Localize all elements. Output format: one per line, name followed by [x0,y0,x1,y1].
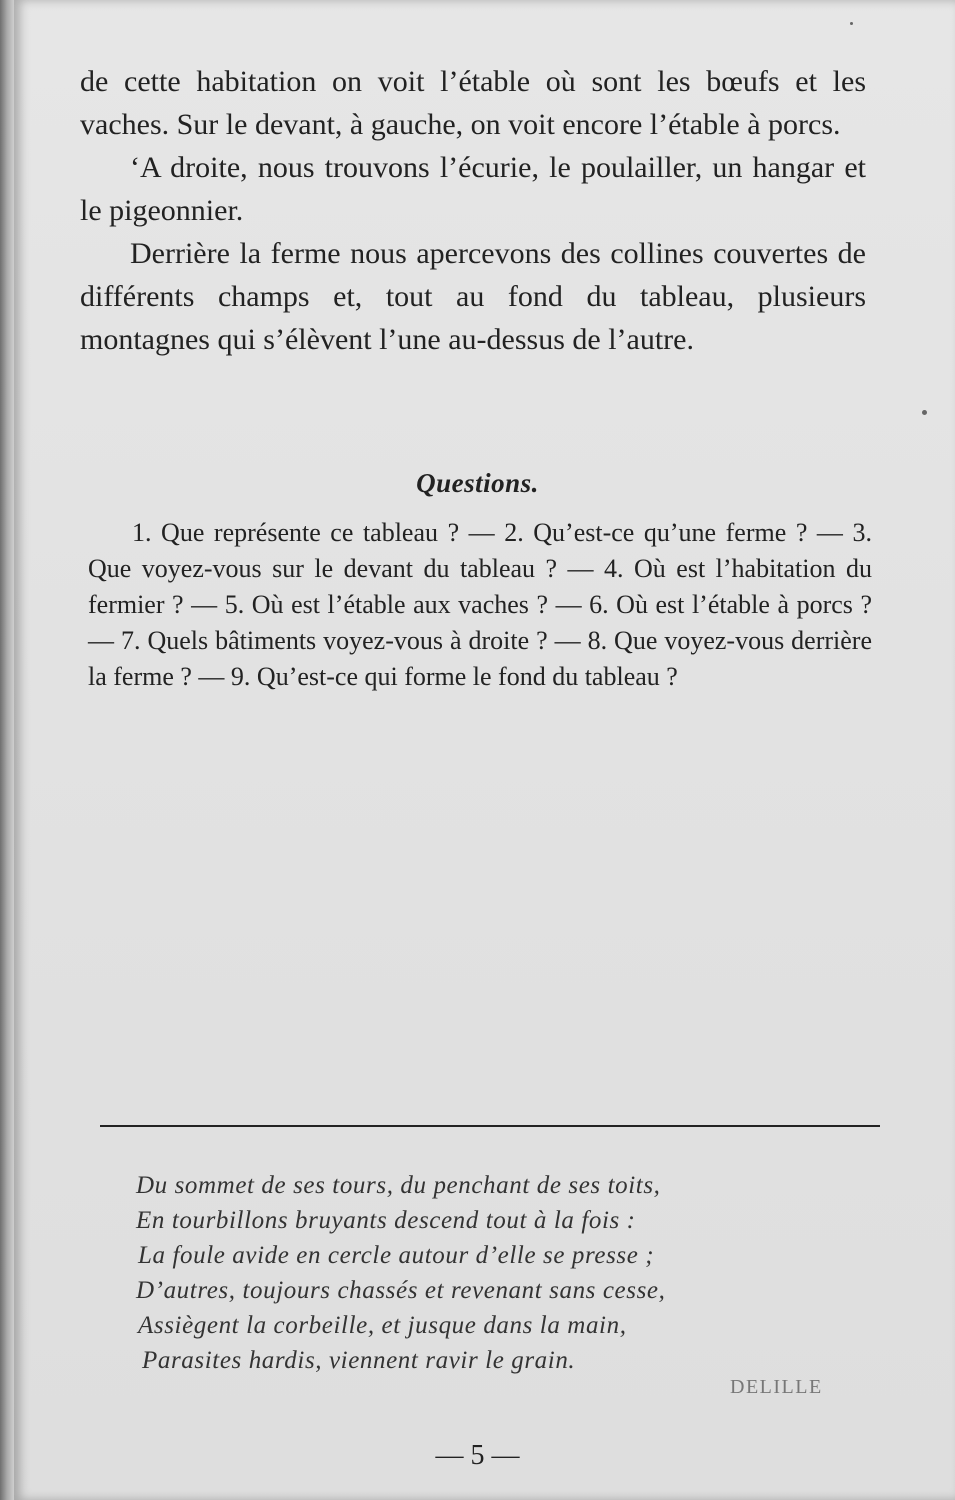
paragraph-2: ‘A droite, nous trouvons l’écurie, le poulailler, un hangar et le pigeonnier. [80,151,866,227]
poem-line: Parasites hardis, viennent ravir le grain. [142,1347,576,1374]
poem-line: Du sommet de ses tours, du penchant de ses toits, [136,1172,661,1199]
poem-line: La foule avide en cercle autour d’elle se presse ; [138,1242,655,1269]
page-number: — 5 — [435,1440,520,1471]
questions-heading: Questions. [416,468,539,498]
paper-speck [922,410,927,415]
paragraph-1: de cette habitation on voit l’étable où sont les bœufs et les vaches. Sur le devant, à gauche, on voit encore l’étable à porcs. [80,65,866,141]
poem-author: DELILLE [730,1376,823,1398]
section-divider [100,1125,880,1127]
paragraph-3: Derrière la ferme nous apercevons des collines couvertes de différents champs et, tout au fond du tableau, plusieurs montagnes qui s’élèvent l’une au-dessus de l’autre. [80,237,866,356]
poem-line: Assiègent la corbeille, et jusque dans la main, [138,1312,627,1339]
poem [136,1168,836,1378]
poem-line: D’autres, toujours chassés et revenant sans cesse, [136,1277,666,1304]
poem-line: En tourbillons bruyants descend tout à la fois : [136,1207,636,1234]
book-spine-shadow [0,0,14,1500]
questions-text: 1. Que représente ce tableau ? — 2. Qu’est-ce qu’une ferme ? — 3. Que voyez-vous sur le devant du tableau ? — 4. Où est l’habitation du fermier ? — 5. Où est l’étable aux vaches ? — 6. Où est l’étable à porcs ? — 7. Quels bâtiments voyez-vous à droite ? — 8. Que voyez-vous derrière la ferme ? — 9. Qu’est-ce qui forme le fond du tableau ? [88,518,872,691]
paper-speck [850,22,853,25]
main-text [80,60,866,361]
